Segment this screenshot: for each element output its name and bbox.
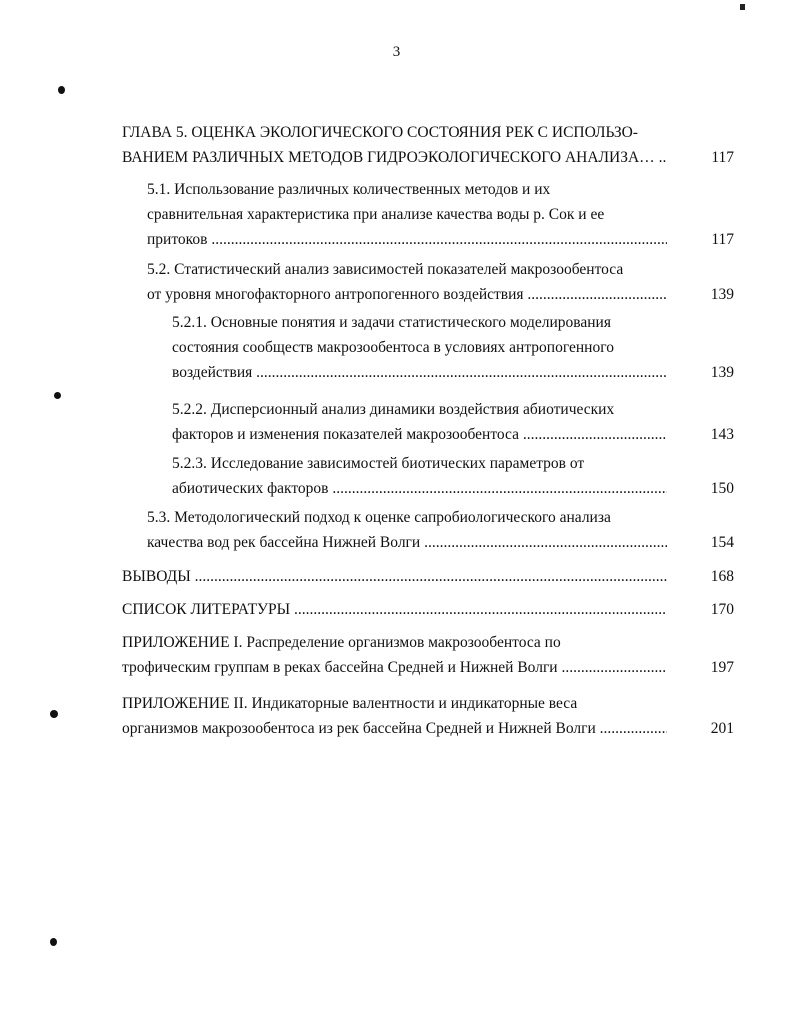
toc-entry-line: состояния сообществ макрозообентоса в условиях антропогенного — [172, 339, 614, 356]
toc-entry-line: 5.2.1. Основные понятия и задачи статистического моделирования — [172, 314, 611, 331]
scan-dot — [50, 938, 57, 946]
toc-page-number: 201 — [710, 720, 734, 737]
scan-corner-mark — [740, 4, 745, 10]
toc-entry-5-2-1[interactable] — [172, 310, 737, 385]
toc-page-number: 139 — [710, 286, 734, 303]
toc-page-number: 143 — [710, 426, 734, 443]
toc-page-number: 197 — [710, 659, 734, 676]
toc-entry-title: качества вод рек бассейна Нижней Волги ..... — [147, 530, 667, 555]
toc-entry-title: СПИСОК ЛИТЕРАТУРЫ ..... — [122, 597, 667, 622]
toc-entry-title: организмов макрозообентоса из рек бассейна Средней и Нижней Волги ..... — [122, 716, 667, 741]
toc-page-number: 168 — [710, 568, 734, 585]
toc-entry-title: абиотических факторов ..... — [172, 476, 667, 501]
page-number: 3 — [392, 44, 401, 60]
scan-dot — [58, 86, 65, 94]
toc-entry-line: 5.2.2. Дисперсионный анализ динамики воздействия абиотических — [172, 401, 615, 418]
toc-entry-title: от уровня многофакторного антропогенного воздействия ..... — [147, 282, 667, 307]
toc-entry-conclusions[interactable] — [122, 564, 737, 589]
toc-entry-5-2[interactable] — [147, 257, 737, 307]
toc-entry-appendix-2[interactable] — [122, 691, 737, 741]
toc-entry-5-2-3[interactable] — [172, 451, 737, 501]
toc-page-number: 117 — [711, 231, 734, 248]
toc-entry-5-3[interactable] — [147, 505, 737, 555]
toc-entry-5-2-2[interactable] — [172, 397, 737, 447]
toc-entry-line: 5.3. Методологический подход к оценке сапробиологического анализа — [147, 509, 611, 526]
toc-entry-line: 5.2.3. Исследование зависимостей биотических параметров от — [172, 455, 585, 472]
toc-entry-line: 5.1. Использование различных количественных методов и их — [147, 181, 551, 198]
toc-entry-appendix-1[interactable] — [122, 630, 737, 680]
toc-entry-line: ГЛАВА 5. ОЦЕНКА ЭКОЛОГИЧЕСКОГО СОСТОЯНИЯ РЕК С ИСПОЛЬЗО- — [122, 124, 638, 141]
toc-page-number: 154 — [710, 534, 734, 551]
toc-entry-title: трофическим группам в реках бассейна Средней и Нижней Волги ..... — [122, 655, 667, 680]
toc-page-number: 139 — [710, 364, 734, 381]
toc-entry-references[interactable] — [122, 597, 737, 622]
toc-entry-title: воздействия ..... — [172, 360, 667, 385]
toc-page-number: 150 — [710, 480, 734, 497]
table-of-contents — [122, 120, 737, 741]
toc-page-number: 117 — [711, 149, 734, 166]
scan-dot — [54, 392, 61, 399]
scan-dot — [50, 710, 58, 718]
toc-entry-title: факторов и изменения показателей макрозообентоса ..... — [172, 422, 667, 447]
toc-entry-title: притоков ..... — [147, 227, 667, 252]
toc-entry-title: ВЫВОДЫ ..... — [122, 564, 667, 589]
toc-entry-line: сравнительная характеристика при анализе качества воды р. Сок и ее — [147, 206, 605, 223]
toc-entry-line: ПРИЛОЖЕНИЕ II. Индикаторные валентности и индикаторные веса — [122, 695, 578, 712]
toc-entry-chapter-5[interactable] — [122, 120, 737, 170]
toc-entry-line: 5.2. Статистический анализ зависимостей показателей макрозообентоса — [147, 261, 624, 278]
toc-entry-5-1[interactable] — [147, 177, 737, 252]
toc-entry-line: ПРИЛОЖЕНИЕ I. Распределение организмов макрозообентоса по — [122, 634, 561, 651]
toc-entry-title: ВАНИЕМ РАЗЛИЧНЫХ МЕТОДОВ ГИДРОЭКОЛОГИЧЕСКОГО АНАЛИЗА… ..... — [122, 145, 667, 170]
toc-page-number: 170 — [710, 601, 734, 618]
